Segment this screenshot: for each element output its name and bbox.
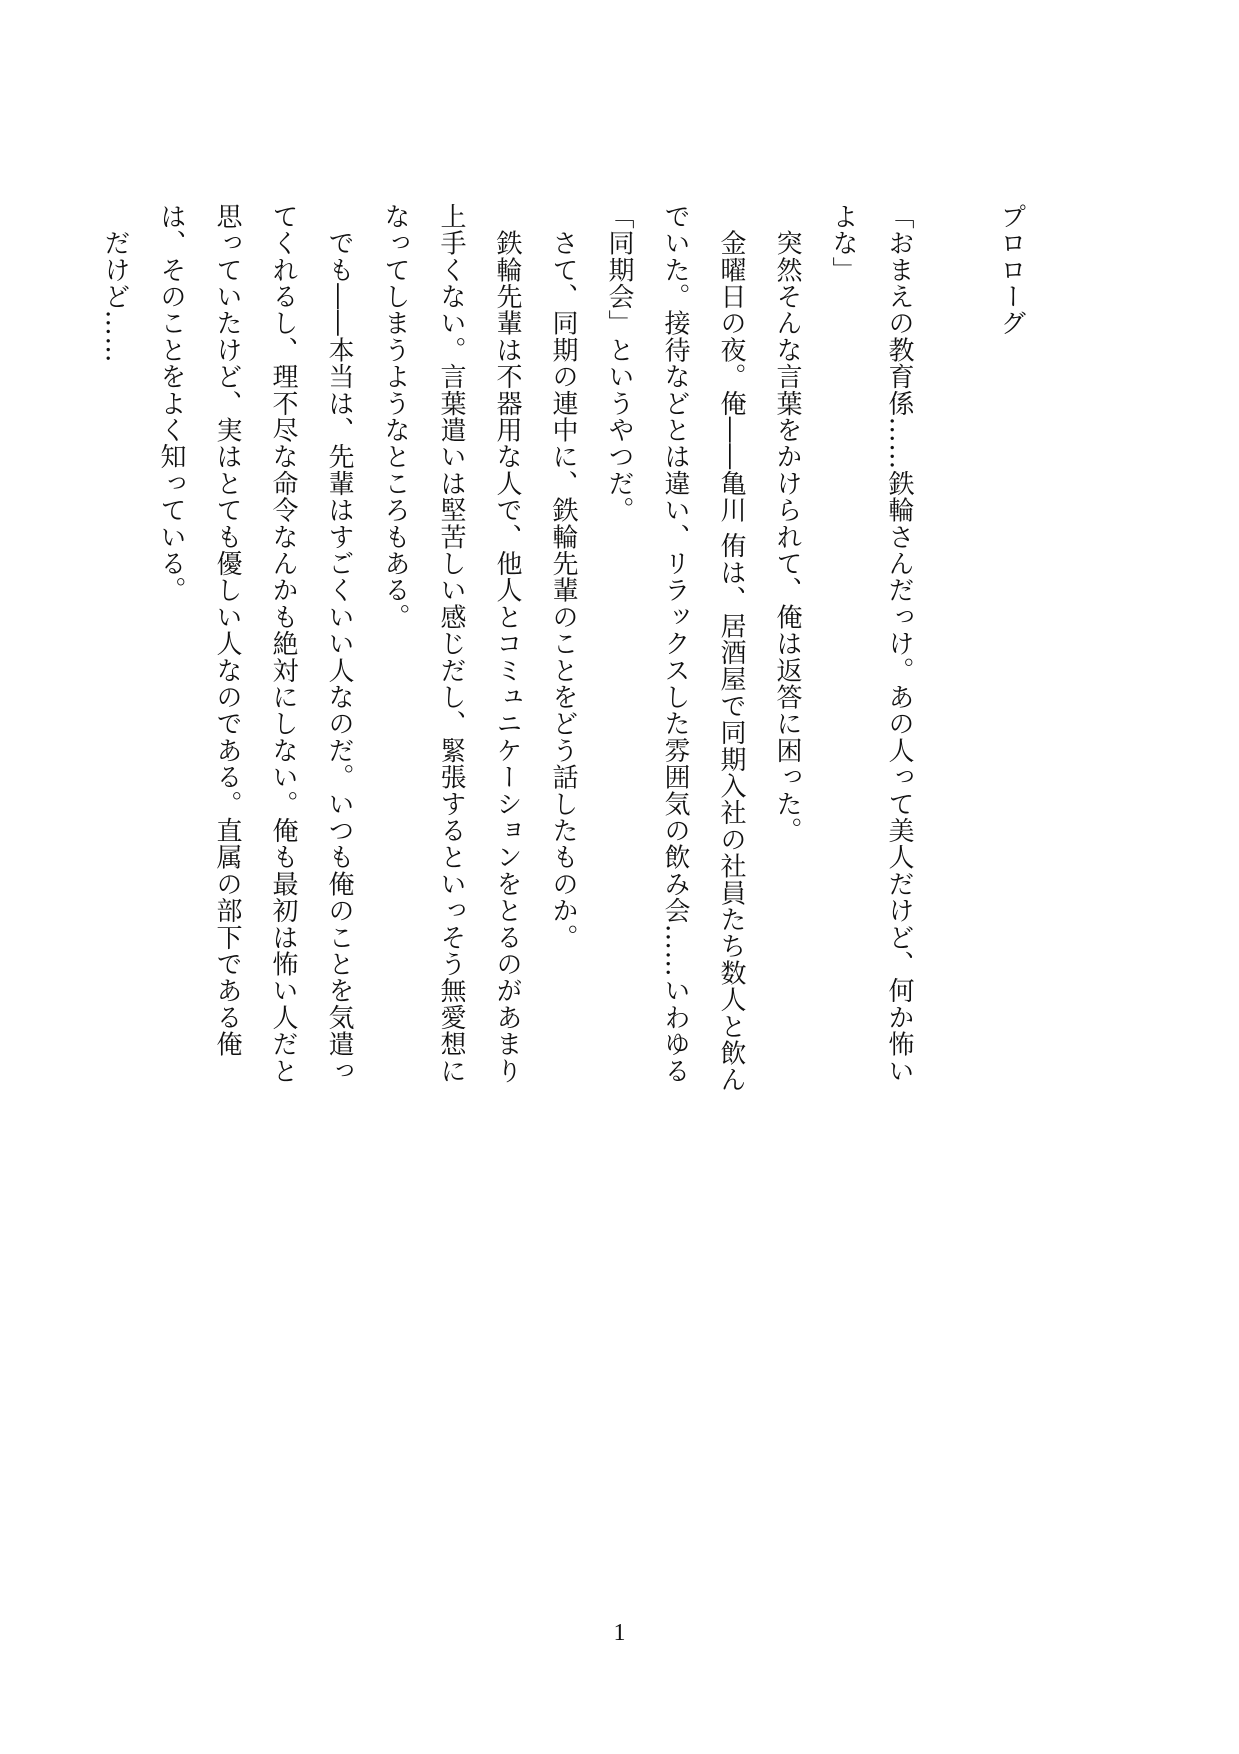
paragraph: 「おまえの教育係……鉄輪さんだっけ。あの人って美人だけど、何か怖いよな」 <box>828 203 914 1085</box>
paragraph: 突然そんな言葉をかけられて、俺は返答に困った。 <box>772 203 802 844</box>
paragraph: 鉄輪先輩は不器用な人で、他人とコミュニケーションをとるのがあまり上手くない。言葉遣いは堅苦しい感じだし、緊張するといっそう無愛想になってしまうようなところもある。 <box>380 203 522 1085</box>
paragraph: だけど…… <box>100 203 130 364</box>
page-number: 1 <box>613 1620 626 1646</box>
vertical-text-body <box>87 203 1039 1103</box>
paragraph: さて、同期の連中に、鉄輪先輩のことをどう話したものか。 <box>548 203 578 951</box>
paragraph: でも――本当は、先輩はすごくいい人なのだ。いつも俺のことを気遣ってくれるし、理不尽な命令なんかも絶対にしない。俺も最初は怖い人だと思っていたけど、実はとても優しい人なのである。直属の部下である俺は、そのことをよく知っている。 <box>156 203 354 1085</box>
paragraph: 金曜日の夜。俺――亀川 侑は、居酒屋で同期入社の社員たち数人と飲んでいた。接待などとは違い、リラックスした雰囲気の飲み会……いわゆる「同期会」というやつだ。 <box>604 203 746 1094</box>
chapter-title: プロローグ <box>996 203 1026 337</box>
